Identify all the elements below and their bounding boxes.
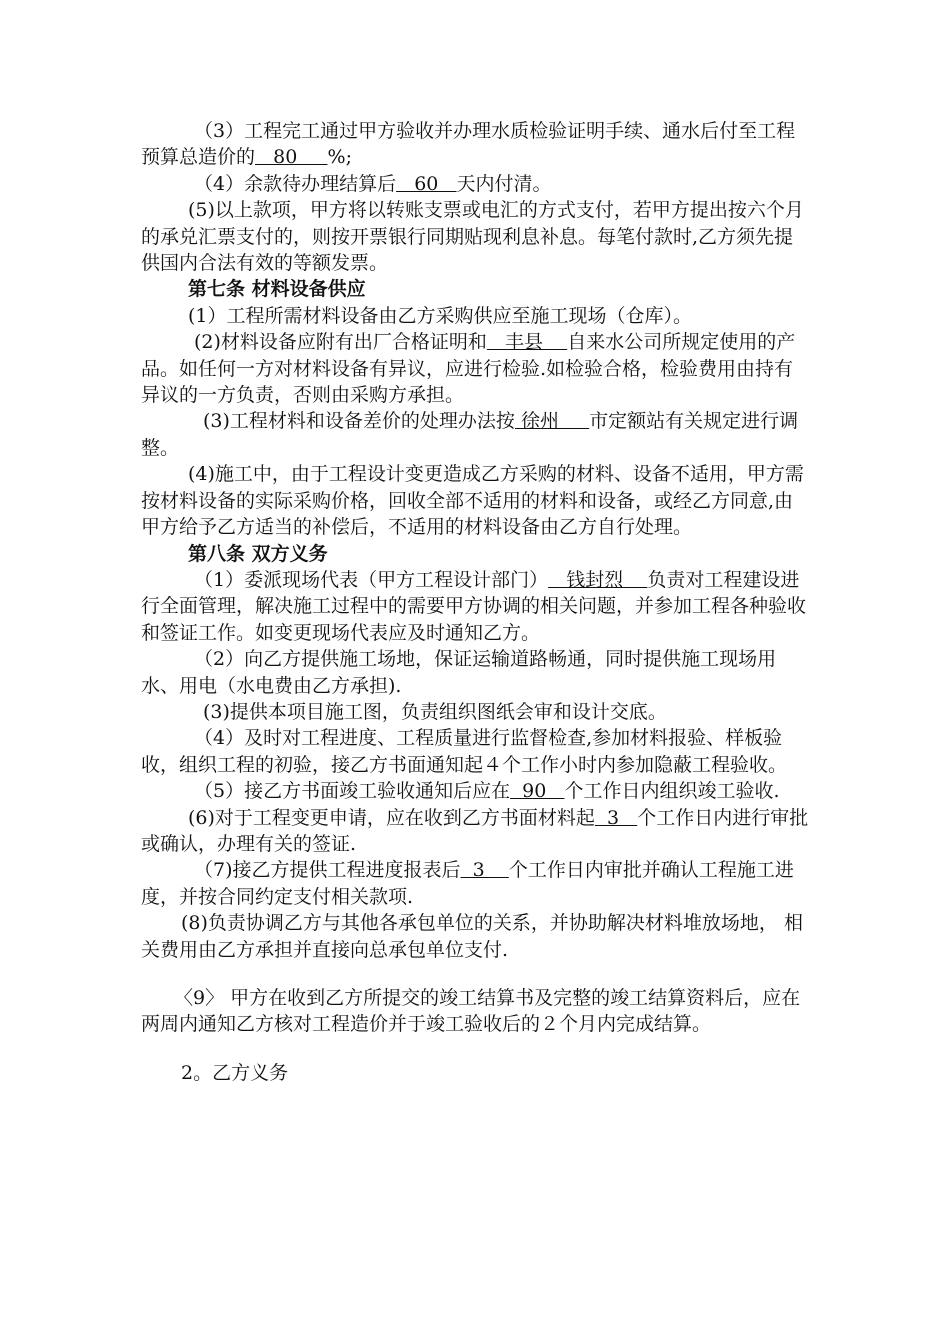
clause-8-5 bbox=[141, 778, 809, 804]
clause-text: （7)接乙方提供工程进度报表后 bbox=[194, 859, 461, 882]
clause-8-1 bbox=[141, 567, 809, 646]
clause-7-1: (1）工程所需材料设备由乙方采购供应至施工现场（仓库）。 bbox=[188, 304, 693, 327]
paragraph-gap bbox=[141, 1038, 809, 1060]
fill-in-blank: 丰县 bbox=[486, 331, 568, 354]
clause-8-8: (8)负责协调乙方与其他各承包单位的关系，并协助解决材料堆放场地， 相关费用由乙方承担并直接向总承包单位支付. bbox=[141, 912, 803, 961]
clause-7-2 bbox=[141, 329, 809, 408]
clause-text: (6)对于工程变更申请，应在收到乙方书面材料起 bbox=[188, 806, 595, 829]
clause-6-4 bbox=[141, 171, 809, 197]
clause-text: 个工作日内组织竣工验收. bbox=[564, 780, 780, 803]
fill-in-blank: 徐州 bbox=[514, 410, 590, 433]
clause-text: （5）接乙方书面竣工验收通知后应在 bbox=[194, 780, 511, 803]
clause-8-3: (3)提供本项目施工图，负责组织图纸会审和设计交底。 bbox=[203, 700, 667, 723]
clause-8-2: （2）向乙方提供施工场地，保证运输道路畅通，同时提供施工现场用水、用电（水电费由乙方承担). bbox=[141, 648, 777, 697]
clause-text: %; bbox=[327, 146, 352, 169]
clause-text: 负责对工程建设进行全面管理，解决施工过程中的需要甲方协调的相关问题，并参加工程各种验收和签证工作。如变更现场代表应及时通知乙方。 bbox=[141, 568, 807, 644]
clause-7-3 bbox=[141, 408, 809, 461]
fill-in-blank: 3 bbox=[594, 806, 638, 829]
fill-in-blank: 90 bbox=[510, 780, 565, 803]
fill-in-blank: 钱封烈 bbox=[548, 568, 648, 591]
clause-text: 个工作日内进行审批或确认，办理有关的签证. bbox=[141, 806, 809, 855]
clause-6-3 bbox=[141, 118, 809, 171]
clause-6-5: (5)以上款项，甲方将以转账支票或电汇的方式支付，若甲方提出按六个月的承兑汇票支付的，则按开票银行同期贴现利息补息。每笔付款时,乙方须先提供国内合法有效的等额发票。 bbox=[141, 199, 804, 275]
article-7-heading: 第七条 材料设备供应 bbox=[188, 278, 366, 301]
fill-in-blank: 3 bbox=[460, 859, 509, 882]
clause-8-4: （4）及时对工程进度、工程质量进行监督检查,参加材料报验、样板验收，组织工程的初验，接乙方书面通知起４个工作小时内参加隐蔽工程验收。 bbox=[141, 727, 788, 776]
fill-in-blank: 60 bbox=[396, 172, 457, 195]
clause-text: 市定额站有关规定进行调整。 bbox=[141, 410, 799, 459]
fill-in-blank: 80 bbox=[255, 146, 328, 169]
article-8-heading: 第八条 双方义务 bbox=[188, 542, 328, 565]
clause-8-7 bbox=[141, 857, 809, 910]
clause-text: （1）委派现场代表（甲方工程设计部门） bbox=[194, 568, 549, 591]
party-b-obligations-heading: 2。乙方义务 bbox=[181, 1061, 289, 1084]
clause-8-9: 〈9〉 甲方在收到乙方所提交的竣工结算书及完整的竣工结算资料后，应在 两周内通知乙方核对工程造价并于竣工验收后的２个月内完成结算。 bbox=[141, 987, 801, 1036]
clause-7-4: (4)施工中，由于工程设计变更造成乙方采购的材料、设备不适用，甲方需按材料设备的实际采购价格，回收全部不适用的材料和设备，或经乙方同意,由甲方给予乙方适当的补偿后，不适用的材料设备由乙方自行处理。 bbox=[141, 463, 804, 539]
clause-text: (2)材料设备应附有出厂合格证明和 bbox=[194, 331, 487, 354]
clause-8-6 bbox=[141, 805, 809, 858]
document-body bbox=[141, 118, 809, 1086]
clause-text: （3）工程完工通过甲方验收并办理水质检验证明手续、通水后付至工程预算总造价的 bbox=[141, 120, 796, 169]
clause-text: 个工作日内审批并确认工程施工进度，并按合同约定支付相关款项. bbox=[141, 859, 794, 908]
paragraph-gap bbox=[141, 963, 809, 985]
clause-text: (3)工程材料和设备差价的处理办法按 bbox=[203, 410, 515, 433]
clause-text: （4）余款待办理结算后 bbox=[194, 172, 397, 195]
clause-text: 天内付清。 bbox=[456, 172, 552, 195]
clause-text: 自来水公司所规定使用的产品。如任何一方对材料设备有异议，应进行检验.如检验合格，检验费用由持有异议的一方负责，否则由采购方承担。 bbox=[141, 331, 796, 407]
